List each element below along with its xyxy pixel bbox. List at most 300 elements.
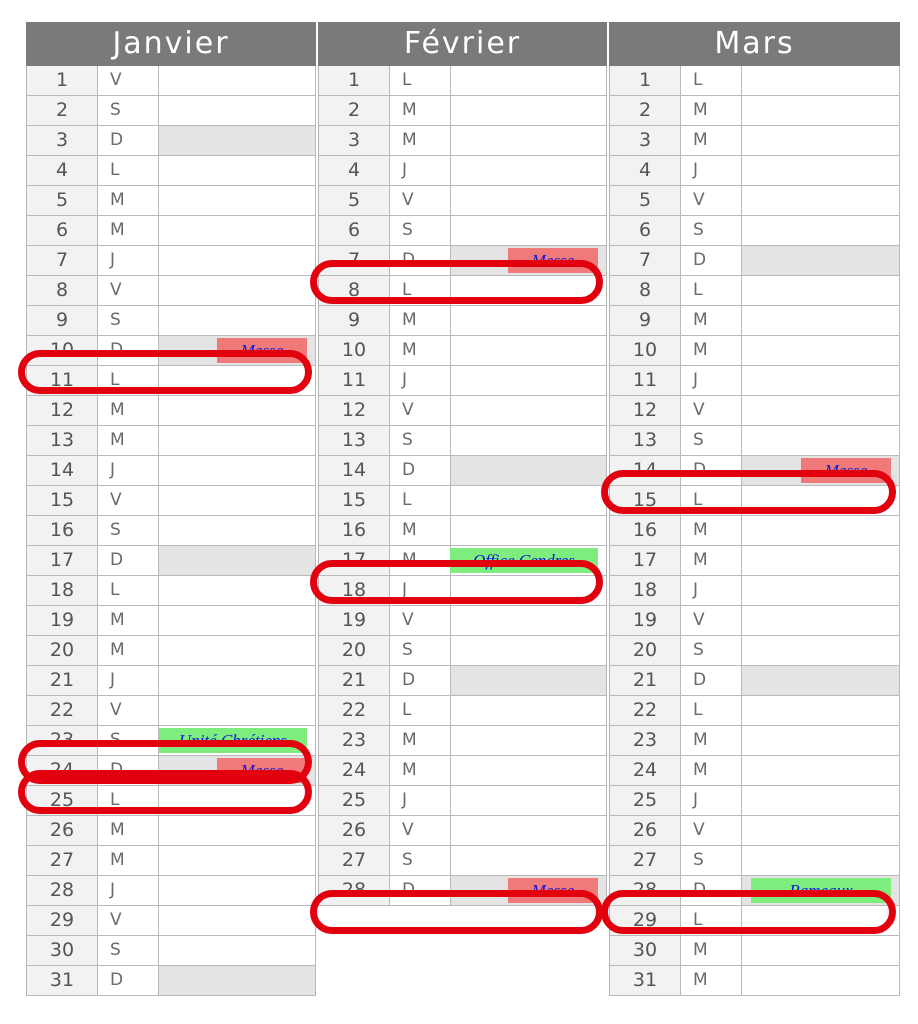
day-note-cell (742, 696, 900, 725)
day-note-cell (451, 606, 607, 635)
weekday-letter: L (681, 696, 742, 725)
weekday-letter: M (681, 756, 742, 785)
weekday-letter: L (390, 66, 451, 95)
month-column-janvier (26, 22, 316, 996)
day-number: 24 (610, 756, 681, 785)
weekday-letter: S (98, 936, 159, 965)
event-label: Messe (217, 338, 307, 363)
day-note-cell (159, 516, 316, 545)
day-note-cell (451, 516, 607, 545)
day-note-cell (159, 96, 316, 125)
weekday-letter: M (681, 126, 742, 155)
day-row (27, 186, 316, 216)
weekday-letter: L (681, 66, 742, 95)
day-row (319, 576, 607, 606)
weekday-letter: M (681, 306, 742, 335)
weekday-letter: M (390, 126, 451, 155)
day-number: 31 (27, 966, 98, 995)
day-row (319, 96, 607, 126)
weekday-letter: M (390, 516, 451, 545)
day-row (319, 66, 607, 96)
day-number: 26 (319, 816, 390, 845)
weekday-letter: S (98, 516, 159, 545)
weekday-letter: D (390, 666, 451, 695)
weekday-letter: D (390, 456, 451, 485)
event-label: Unité Chrétiens (159, 728, 307, 753)
weekday-letter: S (390, 636, 451, 665)
weekday-letter: M (390, 336, 451, 365)
day-row (610, 156, 900, 186)
weekday-letter: M (98, 426, 159, 455)
day-note-cell (451, 276, 607, 305)
day-row (319, 516, 607, 546)
day-row (319, 216, 607, 246)
weekday-letter: S (98, 306, 159, 335)
day-number: 6 (610, 216, 681, 245)
weekday-letter: L (98, 156, 159, 185)
day-number: 8 (610, 276, 681, 305)
event-label: Office Cendres (450, 548, 598, 573)
weekday-letter: V (681, 186, 742, 215)
month-column-mars (609, 22, 900, 996)
day-row (319, 846, 607, 876)
weekday-letter: J (390, 156, 451, 185)
day-list (318, 66, 607, 906)
day-number: 29 (610, 906, 681, 935)
weekday-letter: S (681, 426, 742, 455)
day-note-cell (451, 426, 607, 455)
day-note-cell (451, 666, 607, 695)
day-row (610, 336, 900, 366)
weekday-letter: D (98, 126, 159, 155)
day-number: 27 (610, 846, 681, 875)
weekday-letter: D (681, 246, 742, 275)
day-row (610, 726, 900, 756)
day-number: 9 (27, 306, 98, 335)
day-number: 21 (27, 666, 98, 695)
day-number: 14 (319, 456, 390, 485)
day-row (610, 966, 900, 996)
day-note-cell (742, 786, 900, 815)
day-note-cell (451, 696, 607, 725)
weekday-letter: M (98, 186, 159, 215)
day-note-cell (159, 966, 316, 995)
day-note-cell (742, 936, 900, 965)
weekday-letter: M (681, 336, 742, 365)
day-number: 11 (610, 366, 681, 395)
day-row (610, 636, 900, 666)
day-row (319, 756, 607, 786)
weekday-letter: M (98, 816, 159, 845)
day-number: 28 (610, 876, 681, 905)
event-label: Messe (801, 458, 891, 483)
day-number: 21 (319, 666, 390, 695)
day-number: 22 (27, 696, 98, 725)
day-list (26, 66, 316, 996)
day-row (610, 876, 900, 906)
day-number: 23 (319, 726, 390, 755)
day-number: 2 (27, 96, 98, 125)
day-note-cell (742, 666, 900, 695)
day-number: 20 (610, 636, 681, 665)
day-note-cell (159, 186, 316, 215)
day-note-cell (159, 696, 316, 725)
weekday-letter: L (98, 786, 159, 815)
weekday-letter: S (98, 726, 159, 755)
weekday-letter: J (681, 156, 742, 185)
day-number: 16 (27, 516, 98, 545)
day-row (27, 906, 316, 936)
day-number: 1 (27, 66, 98, 95)
day-row (319, 426, 607, 456)
day-row (610, 486, 900, 516)
day-number: 1 (319, 66, 390, 95)
day-number: 6 (319, 216, 390, 245)
weekday-letter: J (681, 366, 742, 395)
day-row (319, 126, 607, 156)
day-note-cell (742, 156, 900, 185)
day-row (319, 336, 607, 366)
weekday-letter: V (681, 396, 742, 425)
weekday-letter: M (681, 966, 742, 995)
day-note-cell (159, 876, 316, 905)
day-number: 13 (319, 426, 390, 455)
day-note-cell (742, 816, 900, 845)
weekday-letter: M (98, 216, 159, 245)
day-number: 17 (610, 546, 681, 575)
day-row (27, 396, 316, 426)
day-row (319, 186, 607, 216)
day-note-cell (742, 606, 900, 635)
day-number: 14 (27, 456, 98, 485)
day-row (27, 546, 316, 576)
day-number: 21 (610, 666, 681, 695)
weekday-letter: J (390, 576, 451, 605)
day-number: 14 (610, 456, 681, 485)
day-row (319, 396, 607, 426)
day-number: 19 (610, 606, 681, 635)
day-note-cell (159, 666, 316, 695)
day-number: 22 (610, 696, 681, 725)
day-number: 26 (610, 816, 681, 845)
day-number: 12 (610, 396, 681, 425)
day-number: 26 (27, 816, 98, 845)
day-number: 5 (27, 186, 98, 215)
day-number: 27 (27, 846, 98, 875)
day-note-cell (159, 246, 316, 275)
day-number: 10 (319, 336, 390, 365)
weekday-letter: S (98, 96, 159, 125)
event-label: Messe (217, 758, 307, 783)
day-note-cell (451, 396, 607, 425)
weekday-letter: D (390, 246, 451, 275)
day-note-cell (159, 276, 316, 305)
day-number: 3 (319, 126, 390, 155)
weekday-letter: J (98, 246, 159, 275)
day-note-cell (159, 306, 316, 335)
weekday-letter: V (390, 816, 451, 845)
day-row (610, 426, 900, 456)
day-note-cell (451, 756, 607, 785)
day-number: 20 (27, 636, 98, 665)
day-row (27, 936, 316, 966)
day-note-cell (742, 306, 900, 335)
day-number: 6 (27, 216, 98, 245)
day-number: 18 (610, 576, 681, 605)
event-label: Messe (508, 248, 598, 273)
day-row (319, 666, 607, 696)
day-note-cell (451, 786, 607, 815)
day-number: 15 (319, 486, 390, 515)
weekday-letter: M (681, 546, 742, 575)
weekday-letter: S (681, 636, 742, 665)
day-note-cell (159, 156, 316, 185)
day-row (27, 666, 316, 696)
day-note-cell (159, 576, 316, 605)
weekday-letter: J (98, 666, 159, 695)
day-row (319, 696, 607, 726)
day-note-cell (159, 636, 316, 665)
day-note-cell (742, 546, 900, 575)
day-number: 12 (319, 396, 390, 425)
weekday-letter: L (98, 366, 159, 395)
day-note-cell (742, 906, 900, 935)
day-number: 15 (610, 486, 681, 515)
weekday-letter: M (681, 516, 742, 545)
day-note-cell (451, 456, 607, 485)
day-number: 29 (27, 906, 98, 935)
day-note-cell (451, 576, 607, 605)
day-note-cell (159, 336, 316, 365)
day-number: 18 (27, 576, 98, 605)
day-note-cell (451, 336, 607, 365)
weekday-letter: D (390, 876, 451, 905)
weekday-letter: V (390, 396, 451, 425)
day-note-cell (451, 366, 607, 395)
day-note-cell (742, 396, 900, 425)
weekday-letter: D (681, 456, 742, 485)
day-row (610, 396, 900, 426)
day-row (27, 486, 316, 516)
day-row (27, 876, 316, 906)
weekday-letter: L (681, 486, 742, 515)
day-note-cell (742, 336, 900, 365)
day-number: 3 (27, 126, 98, 155)
day-number: 9 (319, 306, 390, 335)
day-note-cell (451, 636, 607, 665)
day-note-cell (451, 816, 607, 845)
day-row (319, 606, 607, 636)
weekday-letter: M (390, 756, 451, 785)
day-row (319, 816, 607, 846)
day-note-cell (159, 66, 316, 95)
day-row (610, 906, 900, 936)
day-note-cell (742, 276, 900, 305)
day-number: 16 (319, 516, 390, 545)
day-row (319, 486, 607, 516)
day-number: 3 (610, 126, 681, 155)
day-number: 30 (27, 936, 98, 965)
day-number: 2 (319, 96, 390, 125)
weekday-letter: V (98, 486, 159, 515)
day-number: 27 (319, 846, 390, 875)
day-row (319, 366, 607, 396)
day-number: 31 (610, 966, 681, 995)
weekday-letter: M (390, 96, 451, 125)
weekday-letter: M (681, 96, 742, 125)
day-note-cell (742, 756, 900, 785)
day-row (319, 876, 607, 906)
day-note-cell (742, 126, 900, 155)
day-note-cell (451, 486, 607, 515)
day-note-cell (742, 246, 900, 275)
month-column-fevrier (318, 22, 607, 906)
day-number: 8 (27, 276, 98, 305)
day-row (27, 846, 316, 876)
day-row (610, 126, 900, 156)
day-note-cell (451, 246, 607, 275)
day-number: 20 (319, 636, 390, 665)
day-row (27, 216, 316, 246)
weekday-letter: V (681, 606, 742, 635)
day-row (27, 576, 316, 606)
weekday-letter: J (390, 786, 451, 815)
day-note-cell (451, 96, 607, 125)
day-row (610, 666, 900, 696)
day-number: 10 (610, 336, 681, 365)
day-number: 5 (319, 186, 390, 215)
weekday-letter: M (681, 726, 742, 755)
day-note-cell (451, 156, 607, 185)
day-row (610, 216, 900, 246)
weekday-letter: S (390, 426, 451, 455)
day-number: 11 (27, 366, 98, 395)
day-row (610, 456, 900, 486)
weekday-letter: M (98, 636, 159, 665)
weekday-letter: S (390, 846, 451, 875)
day-number: 7 (319, 246, 390, 275)
day-note-cell (159, 216, 316, 245)
day-note-cell (451, 306, 607, 335)
day-number: 16 (610, 516, 681, 545)
event-label: Messe (508, 878, 598, 903)
weekday-letter: D (98, 756, 159, 785)
day-row (610, 66, 900, 96)
day-number: 25 (27, 786, 98, 815)
day-number: 7 (27, 246, 98, 275)
day-row (319, 276, 607, 306)
day-number: 17 (27, 546, 98, 575)
day-note-cell (742, 366, 900, 395)
weekday-letter: M (390, 306, 451, 335)
day-note-cell (159, 456, 316, 485)
weekday-letter: D (98, 336, 159, 365)
day-note-cell (159, 546, 316, 575)
day-number: 13 (27, 426, 98, 455)
day-number: 23 (27, 726, 98, 755)
day-note-cell (159, 936, 316, 965)
month-title: Janvier (26, 22, 316, 66)
day-note-cell (451, 216, 607, 245)
day-number: 2 (610, 96, 681, 125)
day-row (27, 336, 316, 366)
weekday-letter: S (681, 846, 742, 875)
day-number: 17 (319, 546, 390, 575)
weekday-letter: M (98, 846, 159, 875)
day-row (319, 546, 607, 576)
day-note-cell (159, 816, 316, 845)
weekday-letter: M (681, 936, 742, 965)
day-number: 10 (27, 336, 98, 365)
day-row (27, 786, 316, 816)
weekday-letter: J (681, 786, 742, 815)
day-note-cell (742, 216, 900, 245)
day-note-cell (159, 486, 316, 515)
weekday-letter: L (390, 696, 451, 725)
weekday-letter: S (390, 216, 451, 245)
day-row (27, 66, 316, 96)
day-note-cell (742, 456, 900, 485)
day-row (27, 636, 316, 666)
day-row (319, 456, 607, 486)
day-note-cell (742, 576, 900, 605)
day-row (27, 456, 316, 486)
weekday-letter: J (681, 576, 742, 605)
day-row (319, 636, 607, 666)
day-note-cell (451, 186, 607, 215)
day-row (27, 756, 316, 786)
day-number: 4 (27, 156, 98, 185)
day-row (610, 936, 900, 966)
day-note-cell (742, 186, 900, 215)
day-number: 5 (610, 186, 681, 215)
day-row (610, 366, 900, 396)
day-note-cell (451, 846, 607, 875)
weekday-letter: D (98, 966, 159, 995)
day-row (319, 306, 607, 336)
day-number: 23 (610, 726, 681, 755)
day-row (27, 156, 316, 186)
day-note-cell (159, 906, 316, 935)
day-row (610, 576, 900, 606)
day-row (610, 696, 900, 726)
day-row (319, 786, 607, 816)
day-note-cell (742, 846, 900, 875)
day-note-cell (742, 966, 900, 995)
month-title: Mars (609, 22, 900, 66)
day-row (610, 96, 900, 126)
day-note-cell (742, 486, 900, 515)
day-note-cell (742, 636, 900, 665)
day-number: 4 (610, 156, 681, 185)
day-note-cell (451, 66, 607, 95)
day-note-cell (451, 726, 607, 755)
day-row (27, 246, 316, 276)
weekday-letter: L (681, 276, 742, 305)
day-row (27, 426, 316, 456)
day-number: 11 (319, 366, 390, 395)
day-number: 13 (610, 426, 681, 455)
day-note-cell (159, 786, 316, 815)
day-number: 22 (319, 696, 390, 725)
day-note-cell (159, 756, 316, 785)
day-number: 24 (319, 756, 390, 785)
day-number: 28 (319, 876, 390, 905)
day-note-cell (742, 726, 900, 755)
day-note-cell (742, 876, 900, 905)
day-row (610, 606, 900, 636)
day-row (27, 606, 316, 636)
